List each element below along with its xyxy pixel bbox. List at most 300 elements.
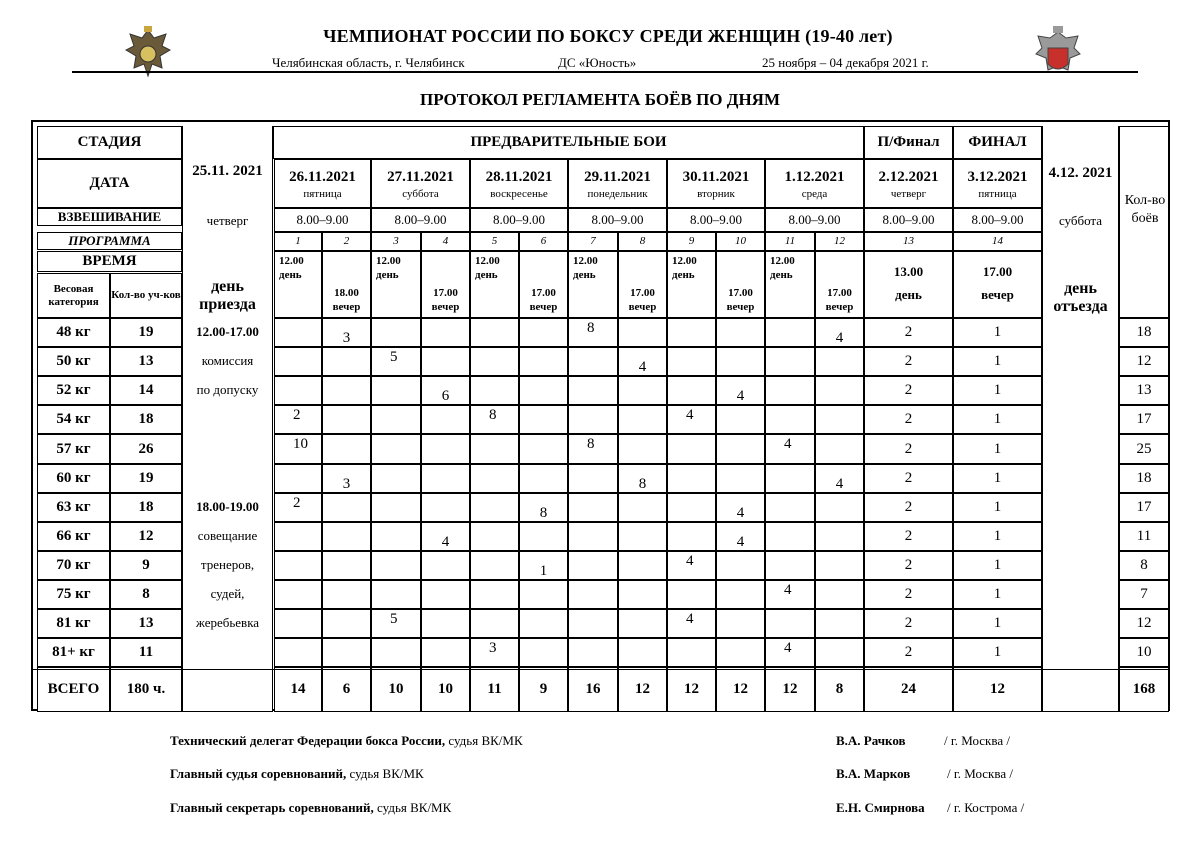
session-day-time: 12.00 [573, 255, 598, 267]
prelim-day-date: 30.11.2021 [682, 169, 750, 185]
session-evening-cell [322, 251, 371, 318]
total-bouts: 10 [438, 681, 453, 698]
prelim-day-date: 29.11.2021 [584, 169, 651, 185]
program-number-cell [568, 232, 618, 251]
bouts-cell [716, 551, 765, 580]
final-bouts: 1 [993, 615, 1002, 632]
stage-label-cell [37, 126, 182, 159]
arrival-schedule-line: 18.00-19.00 [196, 498, 259, 514]
bouts-cell [765, 318, 815, 347]
bouts-cell [371, 609, 421, 638]
bouts-cell [568, 376, 618, 405]
row-total: 18 [1136, 324, 1152, 341]
arrival-schedule-line: совещание [197, 527, 258, 543]
row-total: 11 [1136, 528, 1152, 545]
weight-category-cell [37, 609, 110, 638]
weight-category: 75 кг [56, 586, 91, 603]
bouts-cell [371, 580, 421, 609]
semifinal-date-cell [864, 159, 953, 208]
session-day-time: 12.00 [475, 255, 500, 267]
semifinal-weekday: четверг [890, 188, 927, 200]
bouts-cell [815, 464, 864, 493]
bouts-cell [765, 580, 815, 609]
weight-category: 81+ кг [52, 644, 95, 661]
bouts-cell [568, 434, 618, 464]
program-number: 7 [590, 235, 596, 248]
final-bouts-cell [953, 347, 1042, 376]
bouts-value: 4 [835, 476, 844, 492]
bouts-cell [322, 376, 371, 405]
participants-cell [110, 493, 182, 522]
bouts-cell [568, 464, 618, 493]
bouts-cell [765, 405, 815, 434]
session-evening-time: 17.00 [827, 287, 852, 299]
participants-cell [110, 434, 182, 464]
bouts-cell [274, 638, 322, 667]
signature-rank: судья ВК/МК [373, 800, 452, 815]
semifinal-bouts-cell [864, 434, 953, 464]
total-semifinal: 24 [901, 681, 916, 698]
bouts-cell [470, 609, 519, 638]
prelim-day-date-cell [568, 159, 667, 208]
bouts-cell [470, 376, 519, 405]
bouts-cell [667, 405, 716, 434]
bouts-cell [322, 347, 371, 376]
row-total: 17 [1136, 499, 1152, 516]
total-bouts-cell [815, 667, 864, 712]
prelim-day-weighin-cell [667, 208, 765, 232]
program-number: 9 [688, 235, 695, 248]
final-bouts-cell [953, 638, 1042, 667]
semifinal-weighin-cell [864, 208, 953, 232]
total-participants: 180 ч. [126, 681, 166, 698]
signature-city: / г. Москва / [944, 733, 1010, 748]
bouts-value: 4 [441, 534, 450, 550]
bouts-cell [568, 493, 618, 522]
session-day-time: 12.00 [376, 255, 401, 267]
session-day-cell [667, 251, 716, 318]
signature-city: / г. Москва / [947, 766, 1013, 781]
bouts-value: 4 [736, 534, 745, 550]
semifinal-bouts: 2 [904, 528, 913, 545]
signature-role [170, 733, 523, 749]
time-label: ВРЕМЯ [82, 253, 137, 270]
bouts-cell [519, 493, 568, 522]
bouts-cell [765, 609, 815, 638]
total-bouts-cell [470, 667, 519, 712]
bouts-cell [618, 434, 667, 464]
bouts-cell [815, 609, 864, 638]
bouts-cell [470, 551, 519, 580]
totals-divider [33, 669, 1168, 670]
bouts-cell [274, 580, 322, 609]
program-number: 11 [784, 235, 796, 248]
participants-count: 12 [138, 528, 154, 545]
semifinal-bouts-cell [864, 580, 953, 609]
participants-cell [110, 609, 182, 638]
departure-date: 4.12. 2021 [1048, 165, 1113, 181]
semifinal-bouts-cell [864, 609, 953, 638]
bouts-cell [815, 580, 864, 609]
final-bouts-cell [953, 580, 1042, 609]
bouts-cell [371, 638, 421, 667]
total-bouts-cell [519, 667, 568, 712]
bouts-cell [568, 638, 618, 667]
final-session-time: 17.00 [982, 264, 1013, 279]
bouts-cell [421, 609, 470, 638]
final-bouts: 1 [993, 470, 1002, 487]
program-number-cell [815, 232, 864, 251]
weight-category: 81 кг [56, 615, 91, 632]
session-evening-label: вечер [332, 301, 361, 313]
session-day-label: день [475, 269, 498, 281]
semifinal-bouts: 2 [904, 324, 913, 341]
weight-category-cell [37, 347, 110, 376]
bouts-cell [568, 318, 618, 347]
bouts-cell [765, 493, 815, 522]
bouts-cell [765, 522, 815, 551]
bouts-cell [421, 493, 470, 522]
program-number: 5 [491, 235, 498, 248]
bouts-cell [815, 638, 864, 667]
bouts-cell [667, 318, 716, 347]
bouts-value: 5 [390, 349, 398, 365]
row-total-cell [1119, 522, 1169, 551]
total-bouts-cell [618, 667, 667, 712]
participants-label: Кол-во уч-ков [111, 289, 181, 302]
semifinal-session-label: день [895, 287, 922, 302]
row-total: 18 [1136, 470, 1152, 487]
bouts-cell [667, 609, 716, 638]
bouts-cell [716, 493, 765, 522]
final-bouts: 1 [993, 557, 1002, 574]
bouts-cell [274, 493, 322, 522]
program-label: ПРОГРАММА [68, 232, 151, 248]
bouts-cell [568, 405, 618, 434]
program-number-cell [618, 232, 667, 251]
participants-label-cell [110, 273, 182, 318]
participants-cell [110, 405, 182, 434]
bouts-cell [716, 347, 765, 376]
prelim-day-date: 28.11.2021 [485, 169, 553, 185]
semifinal-session-cell [864, 251, 953, 318]
session-day-label: день [279, 269, 302, 281]
program-number: 8 [639, 235, 646, 248]
bouts-value: 6 [441, 388, 450, 404]
participants-cell [110, 522, 182, 551]
bouts-cell [421, 318, 470, 347]
total-bouts: 16 [585, 681, 601, 698]
prelim-day-weighin: 8.00–9.00 [296, 211, 349, 227]
prelim-day-weighin-cell [470, 208, 568, 232]
session-evening-cell [716, 251, 765, 318]
bouts-cell [274, 405, 322, 434]
bouts-cell [519, 609, 568, 638]
final-bouts-cell [953, 522, 1042, 551]
prelim-day-weighin: 8.00–9.00 [690, 211, 742, 227]
semifinal-bouts-cell [864, 638, 953, 667]
bouts-cell [568, 522, 618, 551]
bouts-cell [519, 551, 568, 580]
final-bouts-cell [953, 318, 1042, 347]
program-number-cell [421, 232, 470, 251]
session-evening-label: вечер [726, 301, 755, 313]
bouts-cell [618, 347, 667, 376]
bouts-value: 4 [686, 407, 694, 423]
session-evening-time: 18.00 [334, 287, 359, 299]
final-session-label: вечер [981, 287, 1014, 302]
bouts-cell [519, 464, 568, 493]
protocol-title: ПРОТОКОЛ РЕГЛАМЕНТА БОЁВ ПО ДНЯМ [419, 90, 781, 109]
bouts-cell [618, 464, 667, 493]
bouts-cell [716, 376, 765, 405]
weight-category-cell [37, 522, 110, 551]
session-day-label: день [770, 269, 793, 281]
total-bouts-cell [716, 667, 765, 712]
semifinal-label: П/Финал [877, 134, 940, 151]
time-label-cell [37, 251, 182, 272]
participants-cell [110, 638, 182, 667]
session-evening-label: вечер [825, 301, 854, 313]
arrival-schedule-line: тренеров, [200, 556, 255, 572]
weight-category: 48 кг [56, 324, 91, 341]
semifinal-bouts: 2 [904, 644, 913, 661]
total-bouts: 12 [684, 681, 699, 698]
final-bouts-cell [953, 493, 1042, 522]
bouts-cell [470, 493, 519, 522]
bouts-cell [470, 522, 519, 551]
weight-category: 66 кг [56, 528, 91, 545]
final-bouts-cell [953, 609, 1042, 638]
bouts-cell [716, 405, 765, 434]
bouts-cell [815, 347, 864, 376]
final-date-cell [953, 159, 1042, 208]
bouts-cell [618, 405, 667, 434]
bouts-cell [274, 376, 322, 405]
participants-count: 19 [138, 324, 154, 341]
row-total-cell [1119, 318, 1169, 347]
semifinal-bouts-cell [864, 464, 953, 493]
bouts-cell [519, 434, 568, 464]
row-total-cell [1119, 376, 1169, 405]
bouts-cell [274, 464, 322, 493]
weight-category-cell [37, 551, 110, 580]
session-day-time: 12.00 [770, 255, 795, 267]
program-number: 4 [442, 235, 449, 248]
program-number: 3 [393, 235, 399, 248]
weight-category-cell [37, 405, 110, 434]
signature-role-title: Технический делегат Федерации бокса России, [170, 733, 446, 748]
bouts-cell [421, 551, 470, 580]
semifinal-bouts: 2 [904, 499, 913, 516]
signature-name: В.А. Марков [836, 766, 911, 781]
bouts-cell [470, 434, 519, 464]
semifinal-bouts-cell [864, 551, 953, 580]
program-number: 10 [735, 235, 746, 248]
date-label-cell [37, 159, 182, 208]
session-day-label: день [376, 269, 399, 281]
bouts-cell [716, 580, 765, 609]
row-total: 10 [1136, 644, 1152, 661]
bouts-cell [618, 522, 667, 551]
final-bouts: 1 [993, 382, 1002, 399]
session-evening-time: 17.00 [728, 287, 753, 299]
row-total-cell [1119, 405, 1169, 434]
total-bouts: 12 [733, 681, 748, 698]
weight-cat-label: Весовая категория [48, 283, 99, 308]
weight-category: 60 кг [56, 470, 91, 487]
participants-count: 11 [138, 644, 154, 661]
weighin-label-cell [37, 208, 182, 226]
total-bouts-cell [667, 667, 716, 712]
program-number: 12 [834, 235, 845, 248]
bouts-value: 8 [587, 436, 595, 452]
semifinal-bouts-cell [864, 405, 953, 434]
session-day-cell [470, 251, 519, 318]
bouts-cell [765, 551, 815, 580]
participants-cell [110, 376, 182, 405]
session-evening-cell [519, 251, 568, 318]
bouts-cell [322, 464, 371, 493]
bouts-value: 2 [293, 407, 301, 423]
signature-role [170, 800, 451, 816]
program-number: 1 [295, 235, 301, 248]
row-total: 13 [1136, 382, 1152, 399]
final-bouts: 1 [993, 644, 1002, 661]
semifinal-header-cell [864, 126, 953, 159]
weight-category: 54 кг [56, 411, 91, 428]
final-program-cell [953, 232, 1042, 251]
bouts-cell [371, 522, 421, 551]
final-bouts: 1 [993, 528, 1002, 545]
bouts-cell [371, 493, 421, 522]
prelim-day-weekday: воскресенье [490, 188, 548, 200]
bouts-value: 1 [539, 563, 548, 579]
weight-category: 70 кг [56, 557, 91, 574]
program-number: 2 [343, 235, 350, 248]
venue: ДС «Юность» [558, 55, 637, 70]
bouts-value: 10 [293, 436, 308, 452]
event-dates: 25 ноября – 04 декабря 2021 г. [762, 55, 929, 70]
bouts-cell [667, 522, 716, 551]
semifinal-weighin: 8.00–9.00 [882, 211, 935, 227]
session-day-cell [765, 251, 815, 318]
bouts-cell [667, 493, 716, 522]
bouts-cell [322, 609, 371, 638]
session-day-label: день [672, 269, 695, 281]
prelim-label: ПРЕДВАРИТЕЛЬНЫЕ БОИ [470, 134, 667, 151]
semifinal-bouts-cell [864, 318, 953, 347]
semifinal-bouts: 2 [904, 411, 913, 428]
row-total-cell [1119, 493, 1169, 522]
semifinal-bouts-cell [864, 347, 953, 376]
bouts-cell [716, 609, 765, 638]
bouts-cell [618, 318, 667, 347]
prelim-day-weighin: 8.00–9.00 [591, 211, 644, 227]
total-bouts: 11 [487, 681, 502, 698]
bouts-cell [618, 376, 667, 405]
bouts-cell [815, 405, 864, 434]
weight-category: 50 кг [56, 353, 91, 370]
bouts-value: 8 [539, 505, 548, 521]
bouts-cell [716, 434, 765, 464]
signature-rank: судья ВК/МК [346, 766, 424, 781]
weight-category-cell [37, 318, 110, 347]
prelim-day-weekday: пятница [303, 188, 342, 200]
semifinal-program: 13 [903, 235, 914, 248]
participants-cell [110, 580, 182, 609]
session-day-time: 12.00 [279, 255, 304, 267]
total-bouts: 8 [835, 681, 844, 698]
arrival-schedule-line: комиссия [201, 353, 254, 369]
bouts-cell [716, 318, 765, 347]
participants-count: 18 [138, 411, 154, 428]
bouts-value: 4 [686, 553, 694, 569]
arrival-day-label: день приезда [199, 278, 256, 313]
bouts-value: 4 [638, 359, 647, 375]
bouts-cell [371, 318, 421, 347]
bouts-cell [519, 318, 568, 347]
prelim-day-weekday: среда [801, 188, 828, 200]
total-bouts-cell [765, 667, 815, 712]
prelim-header-cell [273, 126, 864, 159]
bouts-count-label: Кол-во боёв [1124, 193, 1166, 226]
signature-city: / г. Кострома / [947, 800, 1025, 815]
arrival-column [182, 126, 273, 712]
weight-category: 57 кг [56, 440, 91, 457]
bouts-cell [421, 638, 470, 667]
schedule-table [31, 120, 1170, 711]
semifinal-bouts-cell [864, 376, 953, 405]
prelim-day-weighin: 8.00–9.00 [788, 211, 841, 227]
participants-count: 19 [138, 470, 154, 487]
arrival-date: 25.11. 2021 [192, 163, 263, 179]
session-day-time: 12.00 [672, 255, 697, 267]
bouts-cell [470, 464, 519, 493]
signature-role-title: Главный судья соревнований, [170, 766, 347, 781]
bouts-cell [322, 638, 371, 667]
final-bouts: 1 [993, 586, 1002, 603]
program-number-cell [716, 232, 765, 251]
bouts-cell [371, 376, 421, 405]
signature-role [170, 766, 424, 782]
bouts-cell [274, 609, 322, 638]
prelim-day-date: 27.11.2021 [387, 169, 454, 185]
bouts-cell [716, 464, 765, 493]
total-final: 12 [990, 681, 1005, 698]
bouts-cell [470, 347, 519, 376]
page-title: ЧЕМПИОНАТ РОССИИ ПО БОКСУ СРЕДИ ЖЕНЩИН (19-40 лет) [323, 26, 893, 46]
participants-cell [110, 318, 182, 347]
bouts-value: 8 [587, 320, 595, 336]
bouts-cell [322, 522, 371, 551]
session-day-cell [371, 251, 421, 318]
bouts-cell [470, 580, 519, 609]
final-weekday: пятница [978, 188, 1017, 200]
bouts-cell [765, 464, 815, 493]
bouts-value: 4 [736, 505, 745, 521]
bouts-cell [371, 434, 421, 464]
arrival-schedule-line: 12.00-17.00 [196, 324, 259, 339]
final-bouts-cell [953, 376, 1042, 405]
participants-cell [110, 347, 182, 376]
prelim-day-weekday: суббота [402, 188, 439, 200]
semifinal-bouts: 2 [904, 557, 913, 574]
session-evening-cell [618, 251, 667, 318]
bouts-cell [815, 551, 864, 580]
bouts-cell [470, 638, 519, 667]
bouts-cell [322, 580, 371, 609]
